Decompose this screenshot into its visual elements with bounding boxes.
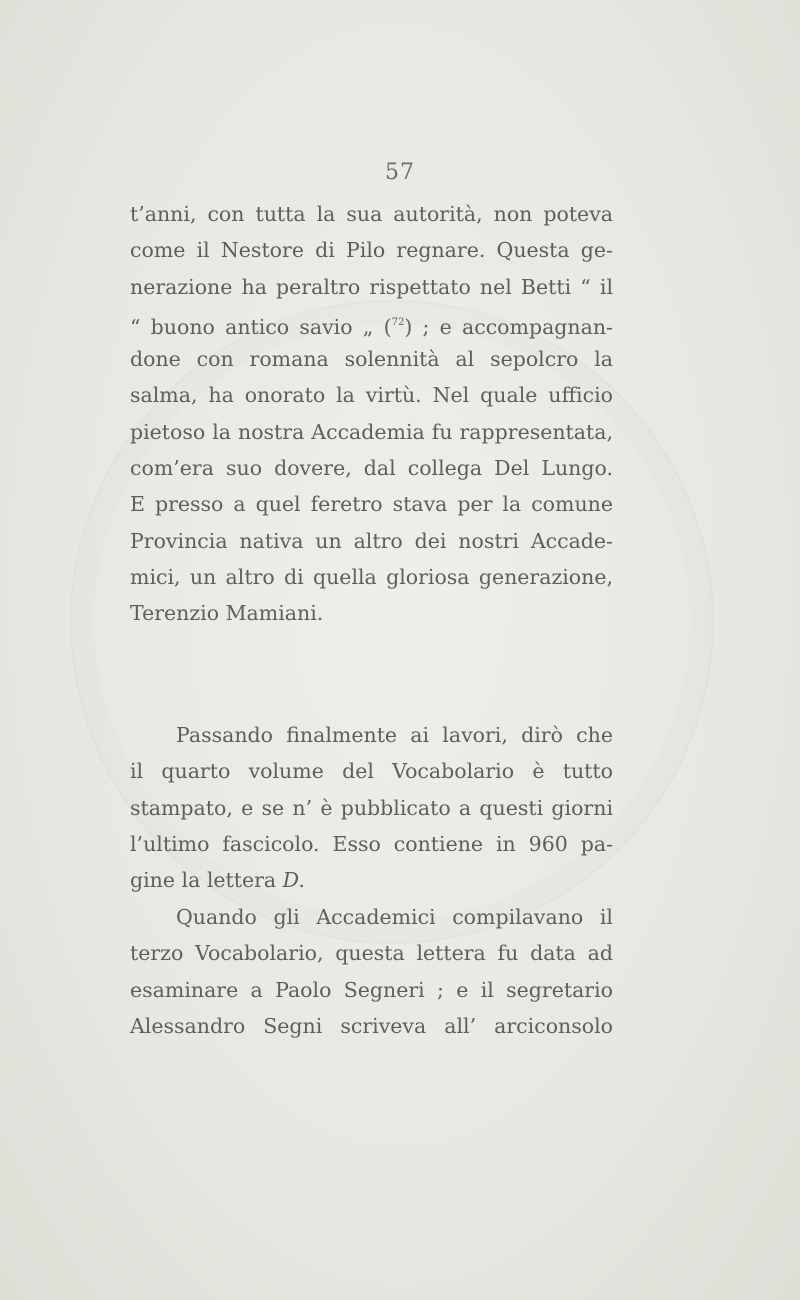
text-line: esaminare a Paolo Segneri ; e il segretario bbox=[130, 977, 613, 1002]
text-line: t’anni, con tutta la sua autorità, non poteva bbox=[130, 202, 613, 226]
text-line: com’era suo dovere, dal collega Del Lungo. bbox=[130, 456, 613, 481]
text-line: Provincia nativa un altro dei nostri Accade- bbox=[130, 528, 613, 553]
paragraph-3 bbox=[130, 899, 613, 1044]
page-number: 57 bbox=[385, 160, 415, 185]
text-fragment: “ buono antico savio „ ( bbox=[130, 314, 392, 339]
text-line: stampato, e se n’ è pubblicato a questi giorni bbox=[130, 795, 613, 820]
text-line bbox=[130, 862, 613, 898]
text-line: E presso a quel feretro stava per la comune bbox=[130, 492, 613, 517]
text-line: terzo Vocabolario, questa lettera fu data ad bbox=[130, 941, 613, 966]
text-line: Passando finalmente ai lavori, dirò che bbox=[176, 723, 613, 747]
text-fragment: ) ; e accompagnan- bbox=[404, 314, 613, 339]
italic-letter: D. bbox=[282, 868, 305, 893]
text-line: Terenzio Mamiani. bbox=[130, 601, 324, 626]
paragraph-2 bbox=[130, 717, 613, 898]
text-line: il quarto volume del Vocabolario è tutto bbox=[130, 759, 613, 784]
text-line: done con romana solennità al sepolcro la bbox=[130, 347, 613, 372]
text-fragment: gine la lettera bbox=[130, 868, 283, 893]
text-line: salma, ha onorato la virtù. Nel quale ufficio bbox=[130, 383, 613, 408]
text-line: Alessandro Segni scriveva all’ arciconsolo bbox=[130, 1013, 613, 1038]
text-line: come il Nestore di Pilo regnare. Questa ge- bbox=[130, 238, 613, 263]
text-line: Quando gli Accademici compilavano il bbox=[176, 905, 613, 929]
text-line: pietoso la nostra Accademia fu rappresentata, bbox=[130, 419, 613, 444]
text-line: l’ultimo fascicolo. Esso contiene in 960 pa- bbox=[130, 831, 613, 856]
paragraph-1 bbox=[130, 196, 613, 632]
text-line: nerazione ha peraltro rispettato nel Betti “ il bbox=[130, 274, 613, 299]
text-line-with-footnote bbox=[130, 305, 613, 341]
text-line: mici, un altro di quella gloriosa generazione, bbox=[130, 564, 613, 589]
footnote-reference: 72 bbox=[391, 316, 405, 328]
